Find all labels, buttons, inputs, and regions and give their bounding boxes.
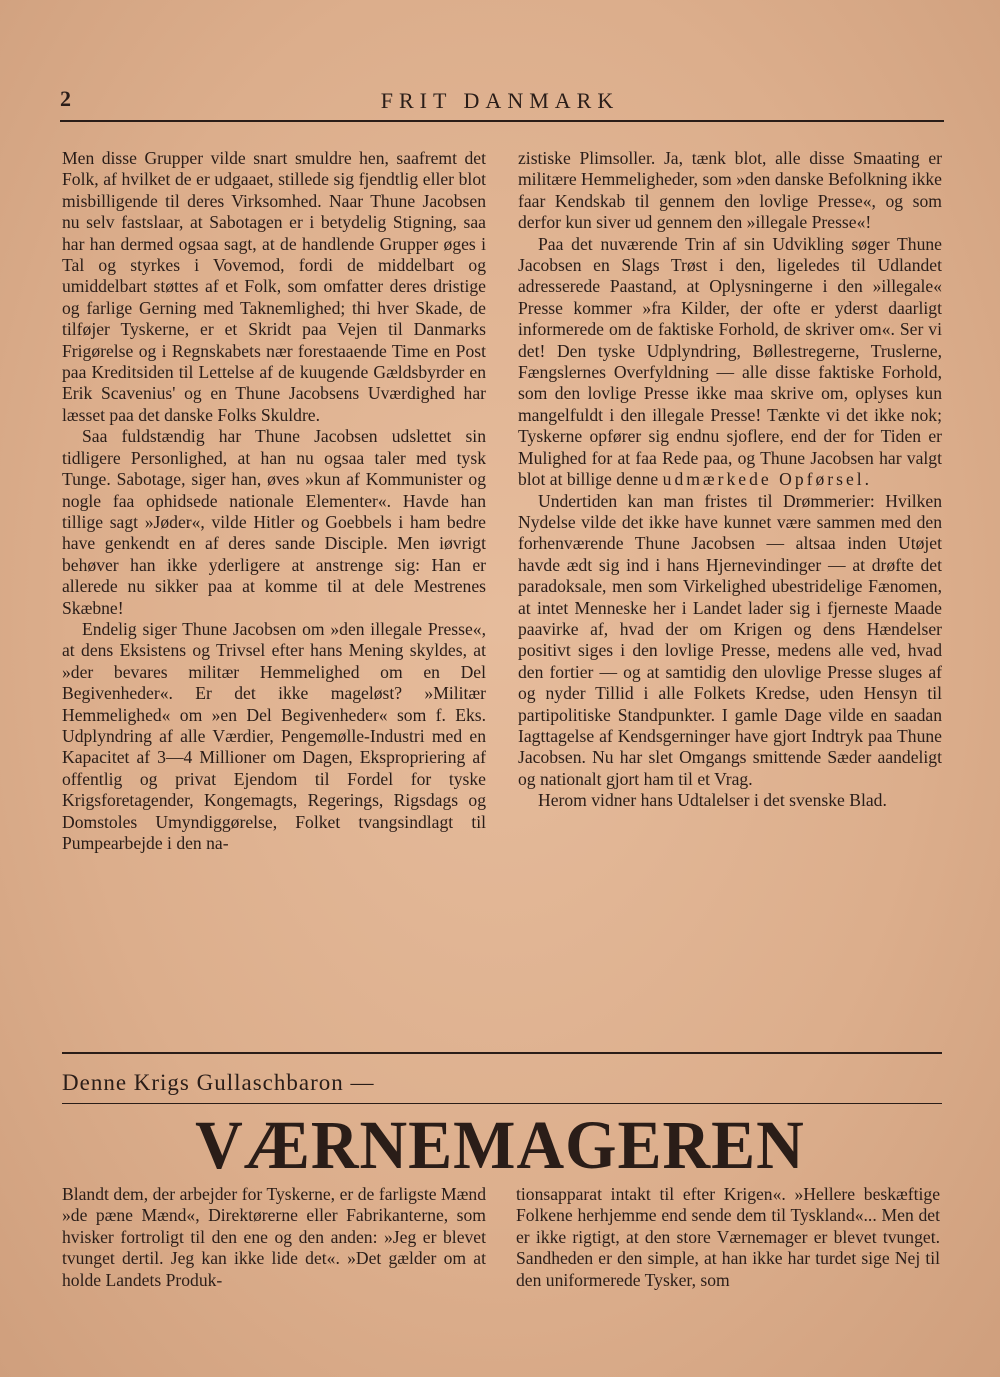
header-rule — [60, 120, 944, 122]
right-paragraph-2-text: Paa det nuværende Trin af sin Udvikling søger Thune Jacobsen en Slags Trøst i den, ligeledes til Udlandet adresserede Paastand, at Oplysningerne i den »illegale« Presse kommer »fra Kilder, der ofte er yderst daarligt informerede om de faktiske Forhold, de skriver om«. Ser vi det! Den tyske Udplyndring, Bøllestregerne, Truslerne, Fængslernes Overfyldning — alle disse faktiske Forhold, som den lovlige Presse ikke maa skrive om, oplyses kun mangelfuldt i den illegale Presse! Tænkte vi det ikke nok; Tyskerne opfører sig endnu sjoflere, end der for Tiden er Mulighed for at faa Rede paa, og Thune Jacobsen har valgt blot at billige denne — [518, 233, 942, 490]
left-column — [62, 148, 486, 854]
article2-right-text: tionsapparat intakt til efter Krigen«. »Hellere beskæftige Folkene herhjemme end sende dem til Tyskland«... Men det er ikke rigtigt, at den store Værnemager er blevet tvunget. Sandheden er den simple, at han ikke har turdet sige Nej til den uniformerede Tysker, som — [516, 1184, 940, 1290]
right-paragraph-3: Undertiden kan man fristes til Drømmerier: Hvilken Nydelse vilde det ikke have kunnet være sammen med den forhenværende Thune Jacobsen — altsaa inden Utøjet havde ædt sig ind i hans Hjernevindinger — at drøfte det paradoksale, men som Virkelighed ubestridelige Fænomen, at intet Menneske her i Landet lader sig i fjerneste Maade paavirke af, hvad der om Krigen og dens Hændelser positivt siges i den lovlige Presse, medens alle ved, hvad den fortier — og at samtidig den ulovlige Presse sluges af og nyder Tillid i alle Folkets Kredse, uden Hensyn til partipolitiske Standpunkter. I gamle Dage vilde en saadan Iagttagelse af Kendsgerninger have gjort Indtryk paa Thune Jacobsen. Nu har slet Omgangs smittende Sæder aandeligt og nationalt gjort ham til et Vrag. — [518, 490, 942, 789]
article-kicker: Denne Krigs Gullaschbaron — — [62, 1070, 375, 1095]
right-column — [518, 148, 942, 812]
article2-right-column — [516, 1184, 940, 1291]
masthead: FRIT DANMARK — [380, 88, 620, 113]
section-divider — [62, 1052, 942, 1054]
page-number: 2 — [60, 86, 71, 111]
right-paragraph-2 — [518, 234, 942, 491]
left-paragraph-3: Endelig siger Thune Jacobsen om »den illegale Presse«, at dens Eksistens og Trivsel efter hans Mening skyldes, at »der bevares militær Hemmelighed om en Del Begivenheder«. Er det ikke mageløst? »Militær Hemmelighed« om »en Del Begivenheder« som f. Eks. Udplyndring af alle Værdier, Pengemølle-Industri med en Kapacitet af 3—4 Millioner om Dagen, Ekspropriering af offentlig og privat Ejendom til Fordel for tyske Krigsforetagender, Kongemagts, Regerings, Rigsdags og Domstoles Umyndiggørelse, Folket tvangsindlagt til Pumpearbejde i den na- — [62, 618, 486, 853]
article-headline: VÆRNEMAGEREN — [195, 1107, 805, 1184]
spaced-emphasis: udmærkede Opførsel. — [662, 469, 873, 490]
left-paragraph-1: Men disse Grupper vilde snart smuldre hen, saafremt det Folk, af hvilket de er udgaaet, stillede sig fjendtlig eller blot misbilligende til deres Virksomhed. Naar Thune Jacobsen nu selv fastslaar, at Sabotagen er i betydelig Stigning, saa har han dermed ogsaa sagt, at de handlende Grupper øges i Tal og styrkes i Vovemod, fordi de middelbart og umiddelbart støttes af et Folk, som omfatter deres dristige og farlige Gerning med Taknemlighed; thi hver Skade, de tilføjer Tyskerne, er et Skridt paa Vejen til Danmarks Frigørelse og i Regnskabets nær forestaaende Time en Post paa Kreditsiden til Lettelse af de kuugende Gældsbyrder en Erik Scavenius' og en Thune Jacobsens Uværdighed har læsset paa det danske Folks Skuldre. — [62, 148, 486, 425]
left-paragraph-2: Saa fuldstændig har Thune Jacobsen udslettet sin tidligere Personlighed, at han nu ogsaa taler med tysk Tunge. Sabotage, siger han, øves »kun af Kommunister og nogle faa ophidsede nationale Elementer«. Havde han tillige sagt »Jøder«, vilde Hitler og Goebbels i ham bedre have genkendt en af deres sande Disciple. Men iøvrigt behøver han ikke yderligere at anstrenge sig: Han er allerede nu sikker paa at komme til at dele Mestrenes Skæbne! — [62, 426, 486, 618]
right-paragraph-4: Herom vidner hans Udtalelser i det svenske Blad. — [538, 790, 887, 811]
right-paragraph-1: zistiske Plimsoller. Ja, tænk blot, alle disse Smaating er militære Hemmeligheder, som »den danske Befolkning ikke faar Kendskab til gennem den lovlige Presse«, og som derfor kun siver ud gennem den »illegale Presse«! — [518, 148, 942, 233]
article2-left-column — [62, 1184, 486, 1291]
kicker-rule — [62, 1103, 942, 1104]
article2-left-text: Blandt dem, der arbejder for Tyskerne, er de farligste Mænd »de pæne Mænd«, Direktørerne eller Fabrikanterne, som hvisker fortroligt til den ene og den anden: »Jeg er blevet tvunget dertil. Jeg kan ikke lide det«. »Det gælder om at holde Landets Produk- — [62, 1184, 486, 1290]
